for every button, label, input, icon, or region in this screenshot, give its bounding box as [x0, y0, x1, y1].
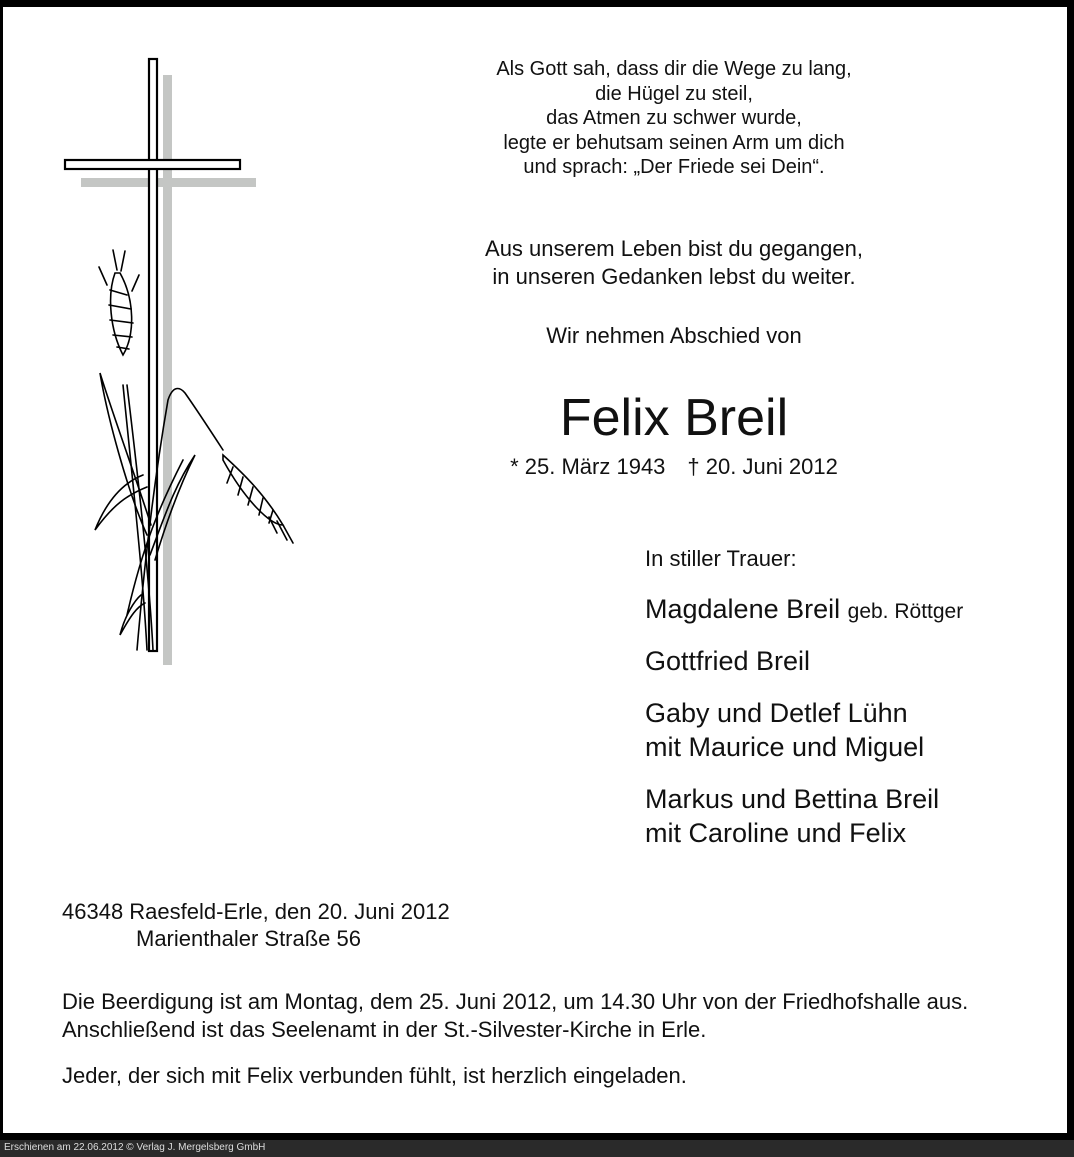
poem-line: Als Gott sah, dass dir die Wege zu lang,: [496, 58, 852, 80]
birth-date: * 25. März 1943: [510, 454, 666, 479]
street-address: Marienthaler Straße 56: [136, 926, 361, 951]
footer-text: Erschienen am 22.06.2012 © Verlag J. Mergelsberg GmbH: [4, 1142, 266, 1153]
mourner-widow: [645, 592, 963, 629]
mourner-line: mit Maurice und Miguel: [645, 732, 925, 762]
poem-line: legte er behutsam seinen Arm um dich: [503, 131, 845, 154]
cross-icon: [55, 55, 305, 675]
poem-line: die Hügel zu steil,: [595, 82, 753, 105]
verse: [424, 235, 924, 291]
invitation: Jeder, der sich mit Felix verbunden fühlt, ist herzlich eingeladen.: [62, 1063, 687, 1088]
poem-line: und sprach: „Der Friede sei Dein“.: [523, 156, 825, 178]
deceased-name: Felix Breil: [559, 389, 789, 447]
farewell-intro: Wir nehmen Abschied von: [546, 323, 802, 348]
mourner-family: [645, 696, 924, 764]
publication-footer: [0, 1140, 1074, 1157]
mourner-line: mit Caroline und Felix: [645, 818, 907, 848]
cross-outline: [65, 59, 240, 651]
mourner-family: [645, 782, 939, 850]
mourner-line: Gaby und Detlef Lühn: [645, 698, 908, 728]
poem-line: das Atmen zu schwer wurde,: [546, 107, 802, 129]
mourner-name: Magdalene Breil: [645, 594, 841, 624]
death-date: † 20. Juni 2012: [687, 454, 838, 479]
verse-line: Aus unserem Leben bist du gegangen,: [485, 236, 863, 261]
mourner-line: Markus und Bettina Breil: [645, 784, 940, 814]
funeral-details: Die Beerdigung ist am Montag, dem 25. Juni 2012, um 14.30 Uhr von der Friedhofshalle aus. Anschließend ist das Seelenamt in der St.-Silvester-Kirche in Erle.: [62, 989, 969, 1042]
place-date: 46348 Raesfeld-Erle, den 20. Juni 2012: [62, 899, 450, 924]
wheat-icon: [95, 250, 293, 650]
mourner-birthname: geb. Röttger: [847, 600, 964, 623]
verse-line: in unseren Gedanken lebst du weiter.: [492, 264, 856, 289]
life-dates: [424, 454, 924, 480]
mourning-heading: In stiller Trauer:: [645, 546, 797, 571]
mourner: Gottfried Breil: [645, 646, 811, 676]
poem: [424, 57, 924, 180]
